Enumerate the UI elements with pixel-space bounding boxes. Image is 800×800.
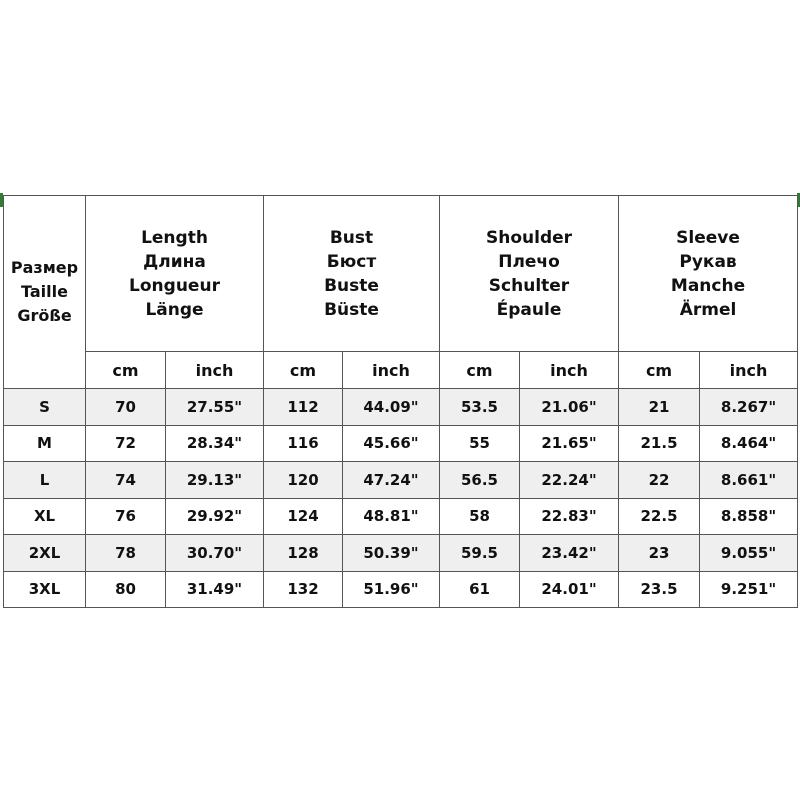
unit-cm: cm [264, 352, 343, 389]
bust-inch-cell: 48.81" [343, 498, 440, 535]
shoulder-inch-cell: 22.24" [520, 462, 619, 499]
bust-label-en: Bust [329, 227, 374, 248]
shoulder-label-ru: Плечо [498, 251, 560, 272]
size-header-de: Größe [17, 306, 72, 325]
length-inch-cell: 30.70" [166, 535, 264, 572]
header-row [4, 196, 798, 352]
size-rows [4, 389, 798, 608]
shoulder-inch-cell: 21.65" [520, 425, 619, 462]
bust-cm-cell: 120 [264, 462, 343, 499]
sleeve-inch-cell: 8.464" [700, 425, 798, 462]
bust-label-ru: Бюст [326, 251, 377, 272]
length-label-en: Length [141, 227, 208, 248]
length-inch-cell: 29.13" [166, 462, 264, 499]
sleeve-cm-cell: 21 [619, 389, 700, 426]
unit-inch: inch [700, 352, 798, 389]
sleeve-cm-cell: 22.5 [619, 498, 700, 535]
size-cell: S [4, 389, 86, 426]
sleeve-label-ru: Рукав [679, 251, 737, 272]
shoulder-cm-cell: 56.5 [440, 462, 520, 499]
bust-cm-cell: 112 [264, 389, 343, 426]
size-column-header [4, 196, 86, 389]
length-cm-cell: 78 [86, 535, 166, 572]
length-inch-cell: 28.34" [166, 425, 264, 462]
shoulder-inch-cell: 22.83" [520, 498, 619, 535]
bust-inch-cell: 51.96" [343, 571, 440, 608]
unit-cm: cm [440, 352, 520, 389]
length-inch-cell: 31.49" [166, 571, 264, 608]
length-label-fr: Longueur [129, 275, 220, 296]
shoulder-label-fr: Épaule [496, 299, 562, 320]
length-cm-cell: 74 [86, 462, 166, 499]
size-cell: 3XL [4, 571, 86, 608]
size-cell: L [4, 462, 86, 499]
bust-inch-cell: 44.09" [343, 389, 440, 426]
table-row [4, 425, 798, 462]
table-row [4, 571, 798, 608]
sleeve-column-header [619, 196, 798, 352]
sleeve-inch-cell: 8.858" [700, 498, 798, 535]
bust-inch-cell: 45.66" [343, 425, 440, 462]
sleeve-inch-cell: 9.251" [700, 571, 798, 608]
size-cell: M [4, 425, 86, 462]
bust-cm-cell: 128 [264, 535, 343, 572]
sleeve-label-de: Ärmel [679, 299, 737, 320]
sleeve-cm-cell: 22 [619, 462, 700, 499]
bust-cm-cell: 116 [264, 425, 343, 462]
shoulder-cm-cell: 55 [440, 425, 520, 462]
length-cm-cell: 72 [86, 425, 166, 462]
shoulder-inch-cell: 23.42" [520, 535, 619, 572]
size-cell: XL [4, 498, 86, 535]
length-cm-cell: 80 [86, 571, 166, 608]
length-label-ru: Длина [143, 251, 206, 272]
sleeve-inch-cell: 8.661" [700, 462, 798, 499]
bust-cm-cell: 124 [264, 498, 343, 535]
sleeve-label-en: Sleeve [676, 227, 740, 248]
sleeve-inch-cell: 9.055" [700, 535, 798, 572]
table-row [4, 535, 798, 572]
shoulder-cm-cell: 58 [440, 498, 520, 535]
shoulder-column-header [440, 196, 619, 352]
unit-inch: inch [343, 352, 440, 389]
shoulder-cm-cell: 61 [440, 571, 520, 608]
unit-inch: inch [166, 352, 264, 389]
unit-inch: inch [520, 352, 619, 389]
bust-label-de: Büste [324, 299, 379, 320]
length-inch-cell: 27.55" [166, 389, 264, 426]
shoulder-cm-cell: 53.5 [440, 389, 520, 426]
bust-cm-cell: 132 [264, 571, 343, 608]
size-cell: 2XL [4, 535, 86, 572]
sleeve-cm-cell: 21.5 [619, 425, 700, 462]
shoulder-cm-cell: 59.5 [440, 535, 520, 572]
size-chart-table [3, 195, 798, 608]
unit-cm: cm [86, 352, 166, 389]
size-header-ru: Размер [10, 258, 79, 277]
length-cm-cell: 70 [86, 389, 166, 426]
sleeve-inch-cell: 8.267" [700, 389, 798, 426]
unit-row [4, 352, 798, 389]
size-header-fr: Taille [21, 282, 68, 301]
sleeve-label-fr: Manche [670, 275, 746, 296]
shoulder-label-en: Shoulder [485, 227, 573, 248]
length-column-header [86, 196, 264, 352]
length-cm-cell: 76 [86, 498, 166, 535]
shoulder-label-de: Schulter [488, 275, 570, 296]
unit-cm: cm [619, 352, 700, 389]
table-row [4, 498, 798, 535]
shoulder-inch-cell: 24.01" [520, 571, 619, 608]
bust-column-header [264, 196, 440, 352]
bust-inch-cell: 50.39" [343, 535, 440, 572]
table-row [4, 462, 798, 499]
sleeve-cm-cell: 23.5 [619, 571, 700, 608]
bust-label-fr: Buste [324, 275, 379, 296]
sleeve-cm-cell: 23 [619, 535, 700, 572]
length-inch-cell: 29.92" [166, 498, 264, 535]
bust-inch-cell: 47.24" [343, 462, 440, 499]
length-label-de: Länge [145, 299, 204, 320]
shoulder-inch-cell: 21.06" [520, 389, 619, 426]
table-row [4, 389, 798, 426]
